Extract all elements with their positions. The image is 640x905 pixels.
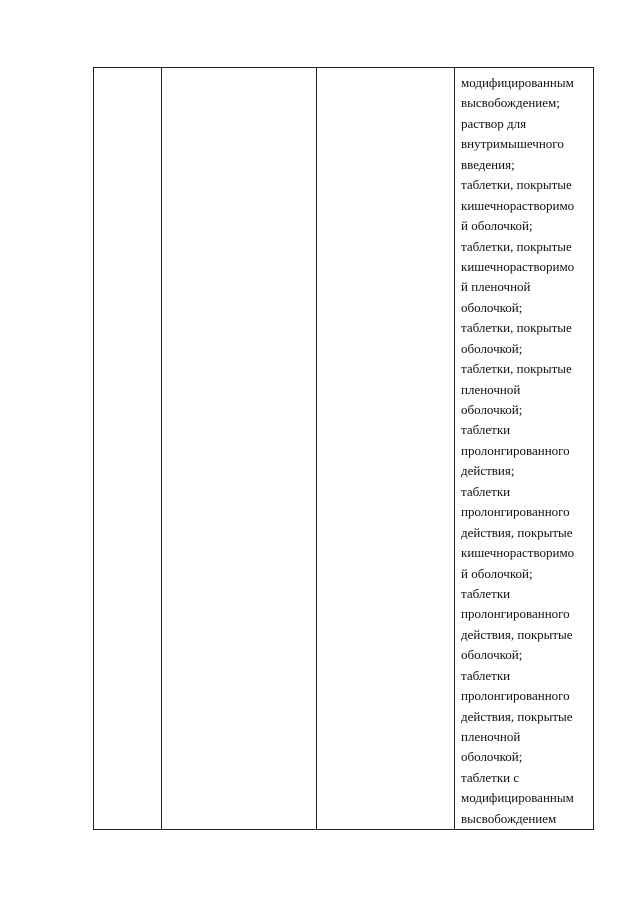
dosage-form-line: кишечнорастворимо	[461, 197, 575, 213]
column-divider	[316, 68, 317, 829]
dosage-form-line: оболочкой;	[461, 749, 523, 765]
dosage-form-line: действия;	[461, 463, 515, 479]
dosage-form-line: таблетки	[461, 667, 511, 683]
dosage-form-line: модифицированным	[461, 75, 574, 90]
dosage-form-line: пролонгированного	[461, 442, 570, 458]
dosage-form-line: пролонгированного	[461, 688, 570, 704]
dosage-form-line: внутримышечного	[461, 136, 564, 152]
dosage-form-line: пленочной	[461, 381, 521, 397]
dosage-form-line: пролонгированного	[461, 606, 570, 622]
dosage-form-line: оболочкой;	[461, 340, 523, 356]
dosage-form-line: действия, покрытые	[461, 708, 573, 724]
dosage-form-line: таблетки, покрытые	[461, 361, 572, 377]
dosage-form-cell	[461, 73, 591, 829]
dosage-form-line: таблетки, покрытые	[461, 238, 572, 254]
dosage-form-line: высвобождением;	[461, 95, 560, 111]
dosage-form-line: таблетки с	[461, 769, 520, 785]
dosage-form-line: действия, покрытые	[461, 626, 573, 642]
dosage-form-line: введения;	[461, 156, 515, 172]
dosage-form-line: оболочкой;	[461, 402, 523, 417]
dosage-form-line: оболочкой;	[461, 647, 523, 663]
dosage-form-line: действия, покрытые	[461, 524, 573, 540]
dosage-form-line: таблетки	[461, 483, 511, 499]
dosage-form-line: й пленочной	[461, 279, 531, 295]
dosage-form-line: таблетки, покрытые	[461, 320, 572, 336]
dosage-form-line: й оболочкой;	[461, 565, 533, 581]
drug-table	[93, 67, 594, 830]
dosage-form-line: высвобождением	[461, 810, 557, 826]
dosage-form-line: таблетки, покрытые	[461, 177, 572, 193]
dosage-form-line: пленочной	[461, 729, 521, 744]
dosage-form-line: кишечнорастворимо	[461, 258, 575, 274]
dosage-form-line: раствор для	[461, 115, 527, 131]
dosage-form-line: таблетки	[461, 585, 511, 601]
dosage-form-line: модифицированным	[461, 790, 574, 806]
dosage-form-line: й оболочкой;	[461, 218, 533, 234]
dosage-form-line: пролонгированного	[461, 504, 570, 520]
dosage-form-line: кишечнорастворимо	[461, 545, 575, 561]
column-divider	[454, 68, 455, 829]
dosage-form-line: оболочкой;	[461, 299, 523, 315]
dosage-form-line: таблетки	[461, 422, 511, 438]
column-divider	[161, 68, 162, 829]
